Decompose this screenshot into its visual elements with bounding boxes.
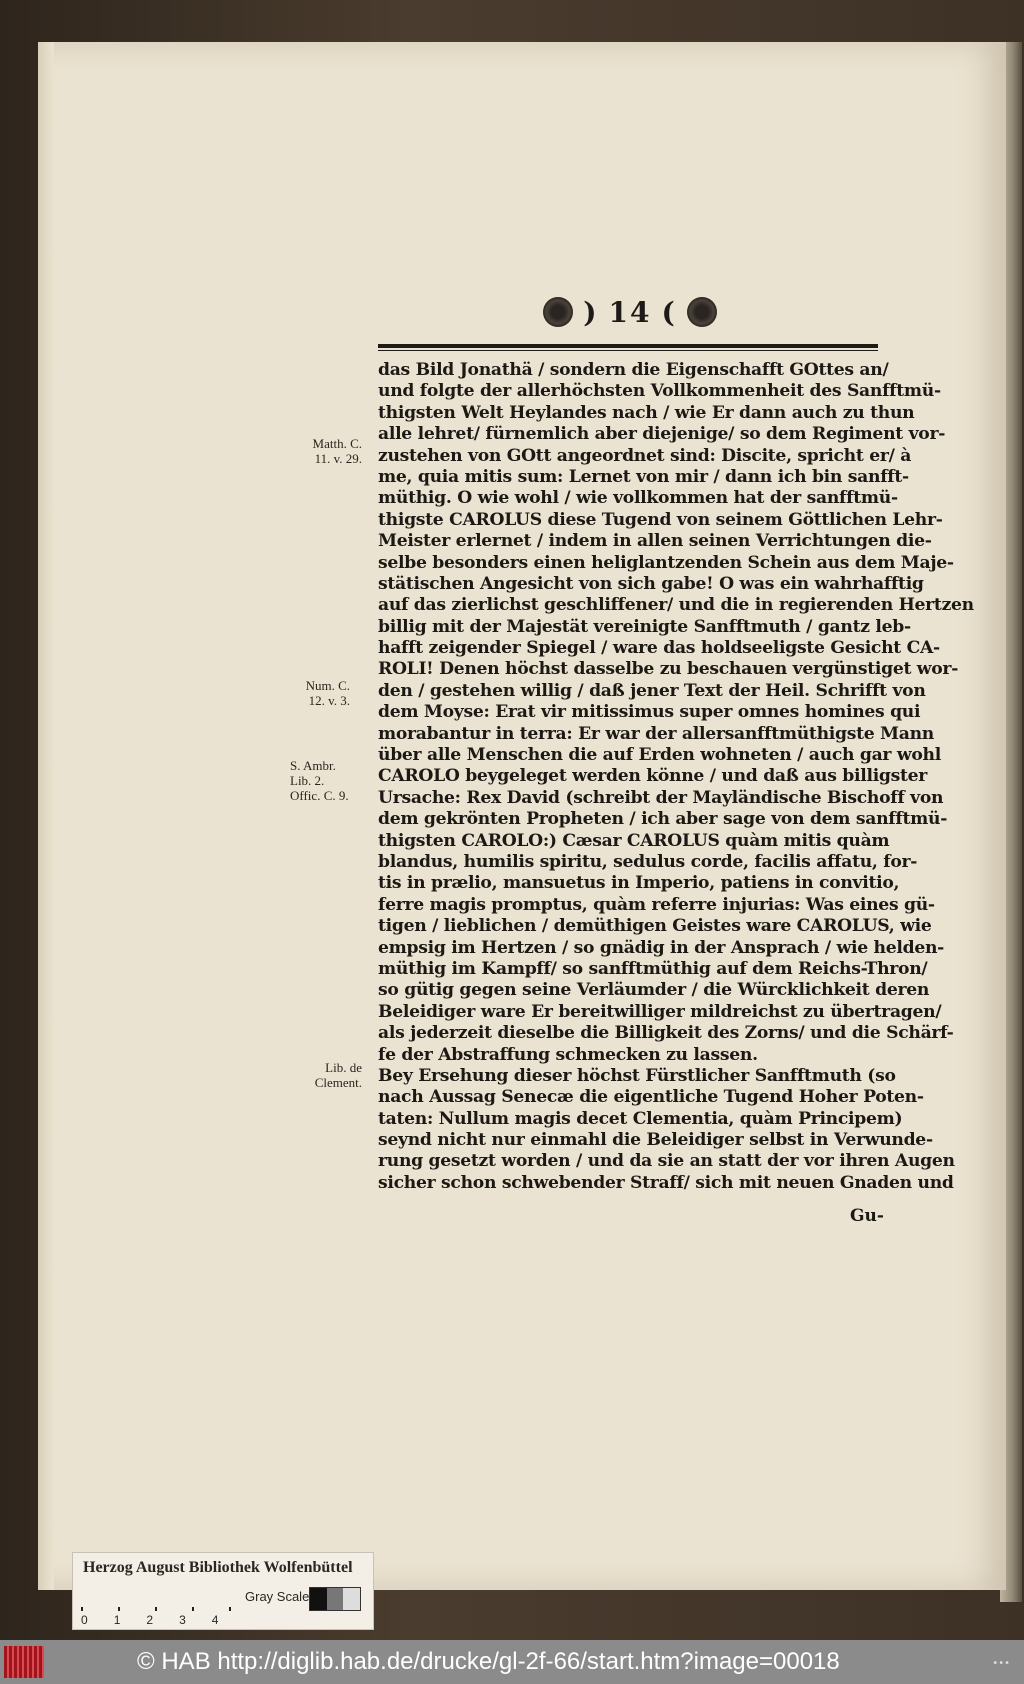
- margin-note-clement: [296, 1060, 362, 1090]
- ornament-right-icon: [687, 297, 717, 327]
- page-header: [536, 292, 724, 332]
- ornament-left-icon: [543, 297, 573, 327]
- page-number: 14: [608, 295, 652, 329]
- margin-note-line: Num. C.: [305, 678, 350, 693]
- scale-number: 4: [211, 1613, 219, 1627]
- hab-logo-icon: [4, 1646, 44, 1678]
- text-line: blandus, humilis spiritu, sedulus corde, facilis affatu, for-: [378, 851, 918, 872]
- text-line: tigen / lieblichen / demüthigen Geistes ware CAROLUS, wie: [378, 916, 932, 937]
- swatch-black: [310, 1588, 327, 1610]
- text-line: ROLI! Denen höchst dasselbe zu beschauen vergünstiget wor-: [378, 659, 959, 680]
- text-line: hafft zeigender Spiegel / ware das holdseeligste Gesicht CA-: [378, 638, 940, 659]
- text-line: empsig im Hertzen / so gnädig in der Ansprach / wie helden-: [378, 937, 944, 958]
- gray-scale-label: Gray Scale: [245, 1589, 310, 1604]
- header-rule-thin: [378, 350, 878, 351]
- scale-number: 3: [179, 1613, 186, 1627]
- margin-note-line: Offic. C. 9.: [290, 788, 349, 803]
- text-line: müthig im Kampff/ so sanfftmüthig auf dem Reichs-Thron/: [378, 958, 928, 979]
- page-number-left-bracket: ): [583, 295, 599, 329]
- margin-note-line: Lib. 2.: [290, 773, 325, 788]
- text-line: müthig. O wie wohl / wie vollkommen hat der sanfftmü-: [378, 488, 898, 509]
- text-line: sicher schon schwebender Straff/ sich mit neuen Gnaden und: [378, 1172, 954, 1193]
- text-line: me, quia mitis sum: Lernet von mir / dann ich bin sanfft-: [378, 466, 909, 487]
- text-line: taten: Nullum magis decet Clementia, quàm Principem): [378, 1108, 903, 1129]
- margin-note-line: 11. v. 29.: [314, 451, 362, 466]
- page-number-right-bracket: (: [661, 295, 677, 329]
- text-line: alle lehret/ fürnemlich aber diejenige/ so dem Regiment vor-: [378, 424, 946, 445]
- text-line: so gütig gegen seine Verläumder / die Würcklichkeit deren: [378, 980, 930, 1001]
- text-line: und folgte der allerhöchsten Vollkommenheit des Sanfftmü-: [378, 381, 941, 402]
- swatch-gray: [327, 1588, 344, 1610]
- margin-note-matth: [290, 436, 362, 466]
- margin-note-num: [290, 678, 350, 708]
- text-line: CAROLO beygeleget werden könne / und daß aus billigster: [378, 766, 928, 787]
- text-line: nach Aussag Senecæ die eigentliche Tugend Hoher Poten-: [378, 1087, 924, 1108]
- margin-note-line: Clement.: [314, 1075, 362, 1090]
- text-line: Meister erlernet / indem in allen seinen Verrichtungen die-: [378, 531, 932, 552]
- text-line: ferre magis promptus, quàm referre injurias: Was eines gü-: [378, 894, 935, 915]
- text-line: thigste CAROLUS diese Tugend von seinem Göttlichen Lehr-: [378, 509, 943, 530]
- text-line: rung gesetzt worden / und da sie an statt der vor ihren Augen: [378, 1151, 955, 1172]
- scale-number: 1: [113, 1613, 121, 1627]
- footer-bar: [0, 1640, 1024, 1684]
- text-line: tis in prælio, mansuetus in Imperio, patiens in convitio,: [378, 873, 900, 894]
- margin-note-line: Lib. de: [325, 1060, 362, 1075]
- text-line: Beleidiger ware Er bereitwilliger mildreichst zu übertragen/: [378, 1001, 942, 1022]
- text-line: morabantur in terra: Er war der allersanfftmüthigste Mann: [378, 723, 935, 744]
- footer-url[interactable]: © HAB http://diglib.hab.de/drucke/gl-2f-66/start.htm?image=00018: [137, 1648, 840, 1675]
- text-line: stätischen Angesicht von sich gabe! O was ein wahrhafftig: [378, 573, 924, 594]
- scale-numbers: [81, 1613, 218, 1627]
- scale-ruler: [81, 1607, 231, 1611]
- margin-note-line: 12. v. 3.: [308, 693, 350, 708]
- scale-number: 0: [81, 1613, 88, 1627]
- text-line: Bey Ersehung dieser höchst Fürstlicher Sanfftmuth (so: [378, 1065, 896, 1086]
- text-line: Ursache: Rex David (schreibt der Mayländische Bischoff von: [378, 787, 944, 808]
- margin-note-line: S. Ambr.: [290, 758, 336, 773]
- text-line: das Bild Jonathä / sondern die Eigenschafft GOttes an/: [378, 360, 889, 380]
- text-line: dem gekrönten Propheten / ich aber sage von dem sanfftmü-: [378, 809, 948, 830]
- margin-note-ambr: [290, 758, 370, 803]
- text-line: thigsten Welt Heylandes nach / wie Er dann auch zu thun: [378, 402, 915, 423]
- catchword: Gu-: [850, 1206, 884, 1226]
- text-line: fe der Abstraffung schmecken zu lassen.: [378, 1044, 758, 1065]
- header-rule: [378, 344, 878, 348]
- swatch-light: [343, 1588, 360, 1610]
- body-text: [378, 360, 974, 1194]
- text-line: als jederzeit dieselbe die Billigkeit des Zorns/ und die Schärf-: [378, 1023, 954, 1044]
- text-line: dem Moyse: Erat vir mitissimus super omnes homines qui: [378, 702, 921, 723]
- margin-note-line: Matth. C.: [312, 436, 362, 451]
- page-left-edge: [38, 42, 54, 1590]
- text-line: billig mit der Majestät vereinigte Sanfftmuth / gantz leb-: [378, 616, 911, 637]
- gray-scale-swatch: [309, 1587, 361, 1611]
- library-card: [72, 1552, 374, 1630]
- text-line: den / gestehen willig / daß jener Text der Heil. Schrifft von: [378, 680, 926, 701]
- text-line: thigsten CAROLO:) Cæsar CAROLUS quàm mitis quàm: [378, 830, 890, 851]
- text-line: zustehen von GOtt angeordnet sind: Discite, spricht er/ à: [378, 445, 912, 466]
- text-line: seynd nicht nur einmahl die Beleidiger selbst in Verwunde-: [378, 1130, 933, 1151]
- scale-number: 2: [146, 1613, 154, 1627]
- text-line: auf das zierlichst geschliffener/ und die in regierenden Hertzen: [378, 595, 974, 616]
- footer-dots: •••: [992, 1658, 1010, 1669]
- library-name: Herzog August Bibliothek Wolfenbüttel: [83, 1559, 353, 1576]
- text-line: über alle Menschen die auf Erden wohneten / auch gar wohl: [378, 745, 941, 766]
- text-line: selbe besonders einen heliglantzenden Schein aus dem Maje-: [378, 552, 954, 573]
